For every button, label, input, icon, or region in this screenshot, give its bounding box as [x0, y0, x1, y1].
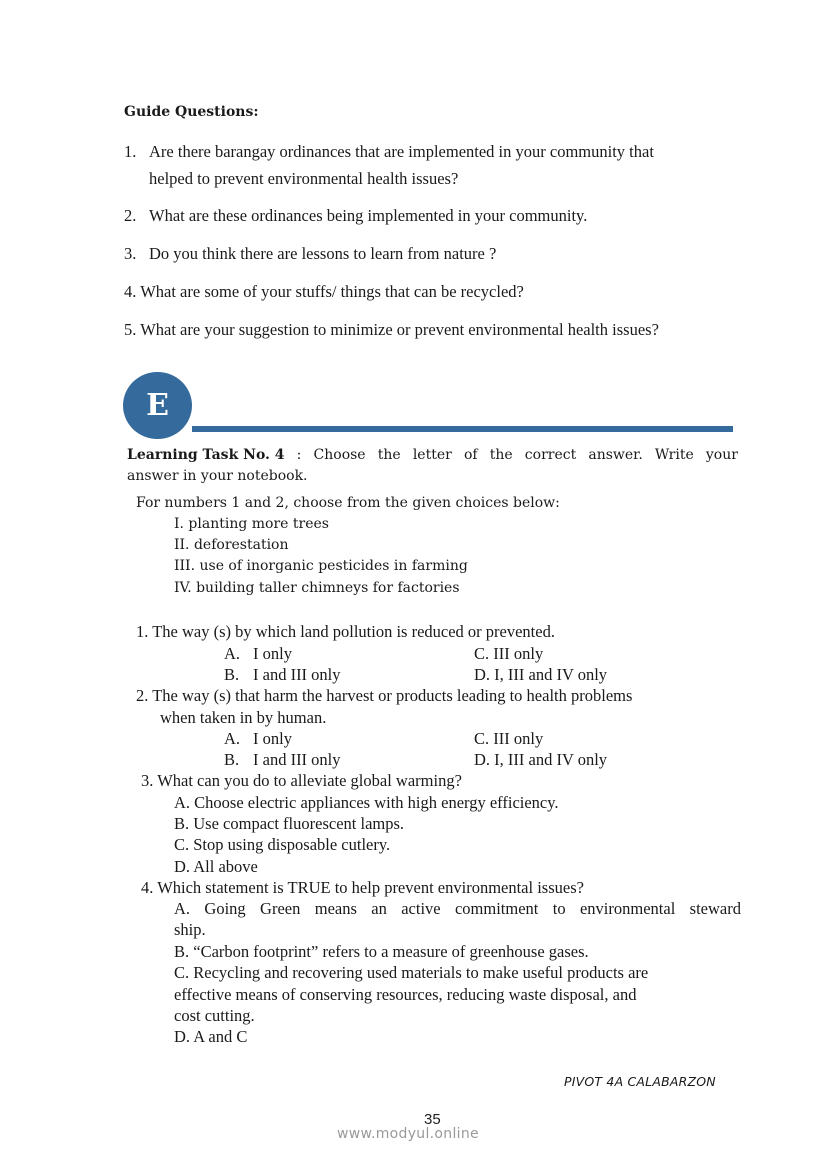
section-divider-rule — [192, 426, 733, 432]
item-4-question: 4. Which statement is TRUE to help prevent environmental issues? — [141, 878, 584, 897]
section-letter: E — [146, 388, 169, 423]
item-4-option-c-line3: cost cutting. — [174, 1006, 255, 1025]
guide-question-1-cont: helped to prevent environmental health issues? — [149, 169, 459, 188]
item-4-option-c: C. Recycling and recovering used materials to make useful products are — [174, 963, 649, 982]
item-2-option-c: C. III only — [474, 729, 544, 748]
choice-iii: III. use of inorganic pesticides in farming — [174, 558, 468, 574]
item-2-question: 2. The way (s) that harm the harvest or products leading to health problems — [136, 686, 633, 705]
item-3-question: 3. What can you do to alleviate global warming? — [141, 771, 462, 790]
guide-questions-title: Guide Questions: — [124, 104, 259, 120]
item-1-question: 1. The way (s) by which land pollution is reduced or prevented. — [136, 622, 555, 641]
item-2-option-d: D. I, III and IV only — [474, 750, 608, 769]
guide-question-4: 4. What are some of your stuffs/ things that can be recycled? — [124, 282, 524, 301]
item-2-option-a: A. I only — [224, 729, 292, 748]
item-2-question-cont: when taken in by human. — [160, 708, 327, 727]
item-3-option-c: C. Stop using disposable cutlery. — [174, 835, 391, 854]
item-1-option-b: B. I and III only — [224, 665, 341, 684]
section-e-badge — [123, 372, 192, 439]
item-4-option-a-cont: ship. — [174, 920, 206, 939]
learning-task-label: Learning Task No. 4 — [127, 447, 285, 463]
guide-question-2: 2. What are these ordinances being implemented in your community. — [124, 206, 588, 225]
choice-ii: II. deforestation — [174, 537, 289, 553]
item-2-option-b: B. I and III only — [224, 750, 341, 769]
choice-iv: IV. building taller chimneys for factories — [174, 580, 460, 596]
item-4-option-c-line2: effective means of conserving resources, reducing waste disposal, and — [174, 985, 637, 1004]
item-4-option-d: D. A and C — [174, 1027, 248, 1046]
item-3-option-d: D. All above — [174, 857, 258, 876]
item-1-option-d: D. I, III and IV only — [474, 665, 608, 684]
choices-intro: For numbers 1 and 2, choose from the given choices below: — [136, 495, 560, 511]
item-1-option-a: A. I only — [224, 644, 292, 663]
learning-task-heading: Learning Task No. 4 : Choose the letter of the correct answer. Write your — [127, 447, 738, 463]
learning-task-instruction-cont: answer in your notebook. — [127, 468, 308, 484]
item-3-option-a: A. Choose electric appliances with high energy efficiency. — [174, 793, 559, 812]
item-4-option-b: B. “Carbon footprint” refers to a measure of greenhouse gases. — [174, 942, 589, 961]
page-number: 35 — [424, 1111, 441, 1128]
guide-question-1: 1. Are there barangay ordinances that are implemented in your community that — [124, 142, 654, 161]
item-1-option-c: C. III only — [474, 644, 544, 663]
watermark-link[interactable]: www.modyul.online — [337, 1126, 479, 1142]
choice-i: I. planting more trees — [174, 516, 329, 532]
item-3-option-b: B. Use compact fluorescent lamps. — [174, 814, 405, 833]
item-4-option-a: A. Going Green means an active commitment to environmental steward — [174, 899, 741, 918]
footer-brand: PIVOT 4A CALABARZON — [564, 1074, 716, 1089]
guide-question-3: 3. Do you think there are lessons to learn from nature ? — [124, 244, 497, 263]
guide-question-5: 5. What are your suggestion to minimize or prevent environmental health issues? — [124, 320, 659, 339]
